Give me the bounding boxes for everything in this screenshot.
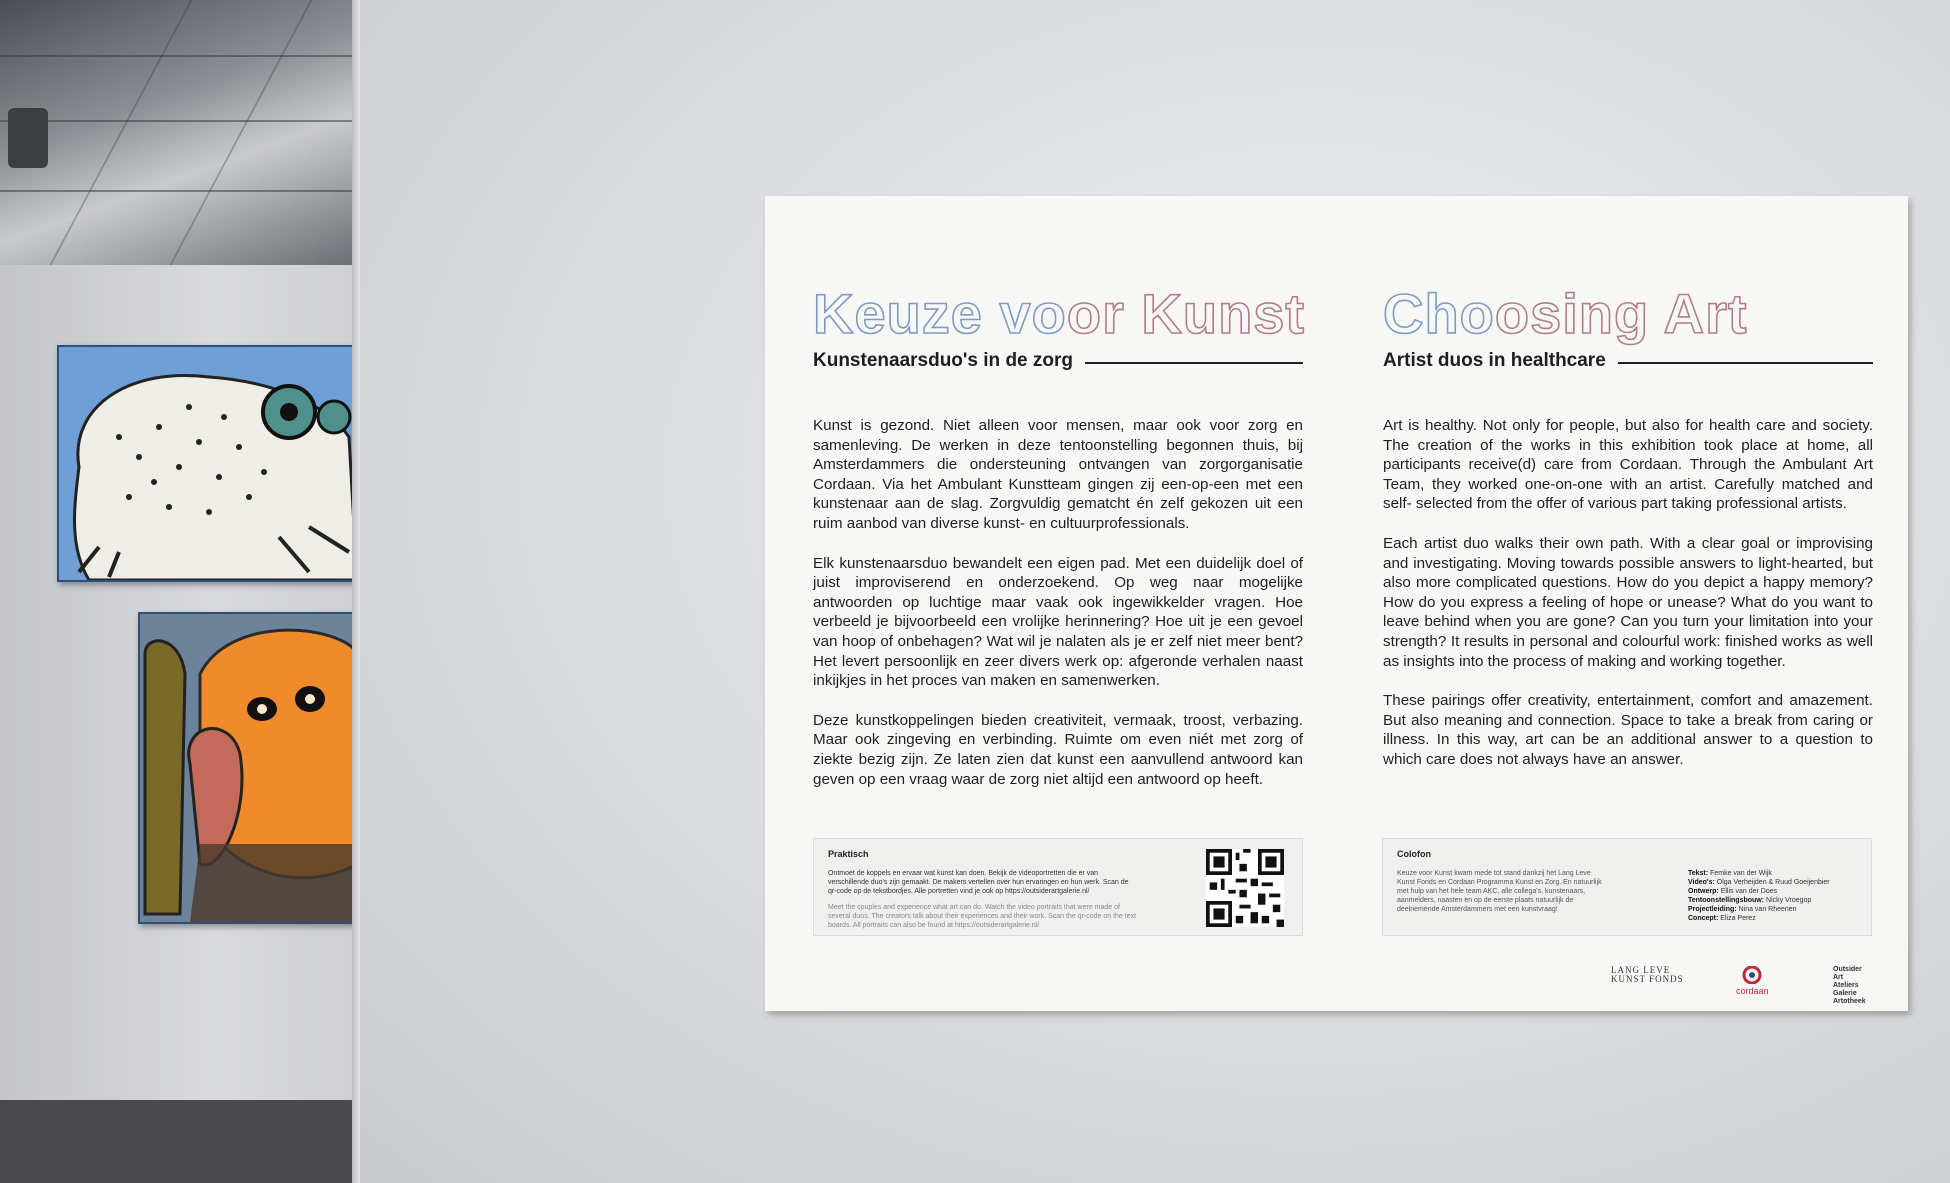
title-dutch: Keuze voor Kunst	[813, 282, 1306, 345]
subtitle-row-english	[1383, 350, 1873, 372]
paragraph: These pairings offer creativity, entertainment, comfort and amazement. But also meaning and connection. Space to take a break from caring or illness. In this way, art can be an additional answer to a question to which care does not always have an answer.	[1383, 692, 1873, 768]
cordaan-logo: cordaan	[1736, 966, 1769, 996]
subtitle-english: Artist duos in healthcare	[1383, 350, 1606, 371]
pillar-edge	[352, 0, 360, 1183]
subtitle-dutch: Kunstenaarsduo's in de zorg	[813, 350, 1073, 371]
title-english: Choosing Art	[1383, 282, 1748, 345]
credit-line: Ontwerp: Ellis van der Does	[1688, 888, 1778, 895]
subtitle-rule	[1085, 362, 1303, 364]
credit-line: Tekst: Femke van der Wijk	[1688, 870, 1772, 877]
spotlight	[8, 108, 48, 168]
info-heading: Colofon	[1397, 849, 1431, 859]
cordaan-mark-icon	[1741, 966, 1763, 984]
credit-line: Tentoonstellingsbouw: Nicky Vroegop	[1688, 897, 1812, 904]
lang-leve-kunst-fonds-logo: LANG LEVE KUNST FONDS	[1611, 965, 1684, 984]
credit-line: Concept: Eliza Perez	[1688, 915, 1756, 922]
paragraph: Each artist duo walks their own path. With a clear goal or improvising and investigating. Moving towards possible answers to light-hearted, but also more complicated questions. How do you depict a happy memory? How do you express a feeling of hope or unease? What do you want to leave behind when you are gone? Can you turn your limitation into your strength? It results in personal and colourful work: finished works as well as insights into the process of making and working together.	[1383, 534, 1873, 670]
paragraph: Deze kunstkoppelingen bieden creativiteit, vermaak, troost, verbazing. Maar ook zingeving en verbinding. Ruimte om even niét met zorg of ziekte bezig zijn. Ze laten zien dat kunst een aanvullend antwoord kan geven op een vraag waar de zorg niet altijd een antwoord op heeft.	[813, 711, 1303, 788]
credits-list	[1688, 869, 1868, 923]
credit-line: Video's: Olga Verheijden & Ruud Goeijenbier	[1688, 879, 1830, 886]
body-english	[1383, 416, 1873, 770]
info-box-colofon	[1382, 838, 1872, 936]
exhibition-panel	[765, 196, 1908, 1011]
paragraph: Art is healthy. Not only for people, but also for health care and society. The creation of the works in this exhibition took place at home, all participants receive(d) care from Cordaan. Through the Ambulant Art Team, they worked one-on-one with an artist. Carefully matched and self- selected from the offer of various part taking professional artists.	[1383, 417, 1873, 513]
outsider-art-logo: Outsider Art Ateliers Galerie Artotheek	[1833, 966, 1866, 1005]
info-text: Ontmoet de koppels en ervaar wat kunst kan doen. Bekijk de videoportretten die er van verschillende duo's zijn gemaakt. De makers vertellen over hun ervaringen en hun werk. Scan de qr-code op de tekstbordjes. Alle portretten vind je ook op https://outsiderartgalerie.nl/	[828, 870, 1129, 895]
credit-line: Projectleiding: Nina van Rheenen	[1688, 906, 1797, 913]
ceiling	[0, 0, 352, 265]
body-dutch	[813, 416, 1303, 789]
column-dutch	[813, 196, 1306, 809]
painting-creature	[57, 345, 359, 582]
qr-code-icon[interactable]	[1206, 849, 1284, 927]
column-english	[1383, 196, 1873, 790]
info-text-english: Meet the couples and experience what art can do. Watch the video portraits that were made of several duos. The creators talk about their experiences and their work. Scan the qr-code on the text boards. All portraits can also be found at https://outsiderartgalerie.nl/	[828, 904, 1137, 929]
painting-face	[138, 612, 360, 924]
info-box-praktisch	[813, 838, 1303, 936]
paragraph: Kunst is gezond. Niet alleen voor mensen, maar ook voor zorg en samenleving. De werken in deze tentoonstelling begonnen thuis, bij Amsterdammers die ondersteuning ontvangen van zorgorganisatie Cordaan. Via het Ambulant Kunstteam gingen zij een-op-een met een kunstenaar aan de slag. Zorgvuldig gematcht én zelf gekozen uit een ruim aanbod van diverse kunst- en cultuurprofessionals.	[813, 417, 1303, 532]
floor	[0, 1100, 358, 1183]
colofon-text: Keuze voor Kunst kwam mede tot stand dankzij het Lang Leve Kunst Fonds en Cordaan Programma Kunst en Zorg. En natuurlijk met hulp van het hele team AKC, alle collega's, kunstenaars, aanmelders, naasten en op de eerste plaats natuurlijk de deelnemende Amsterdammers met een kunstvraag!	[1397, 870, 1602, 913]
paragraph: Elk kunstenaarsduo bewandelt een eigen pad. Met een duidelijk doel of juist improviserend en onderzoekend. Op weg naar mogelijke antwoorden op luchtige maar vaak ook ingewikkelder vragen. Hoe verbeeld je bijvoorbeeld een vrolijke herinnering? Hoe uit je een gevoel van hoop of onbehagen? Wat wil je nalaten als je er zelf niet meer bent? Het levert persoonlijk en zeer divers werk op: afgeronde verhalen naast inkijkjes in het proces van maken en samenwerken.	[813, 554, 1303, 690]
info-heading: Praktisch	[828, 849, 869, 859]
subtitle-row-dutch	[813, 350, 1303, 372]
subtitle-rule	[1618, 362, 1873, 364]
